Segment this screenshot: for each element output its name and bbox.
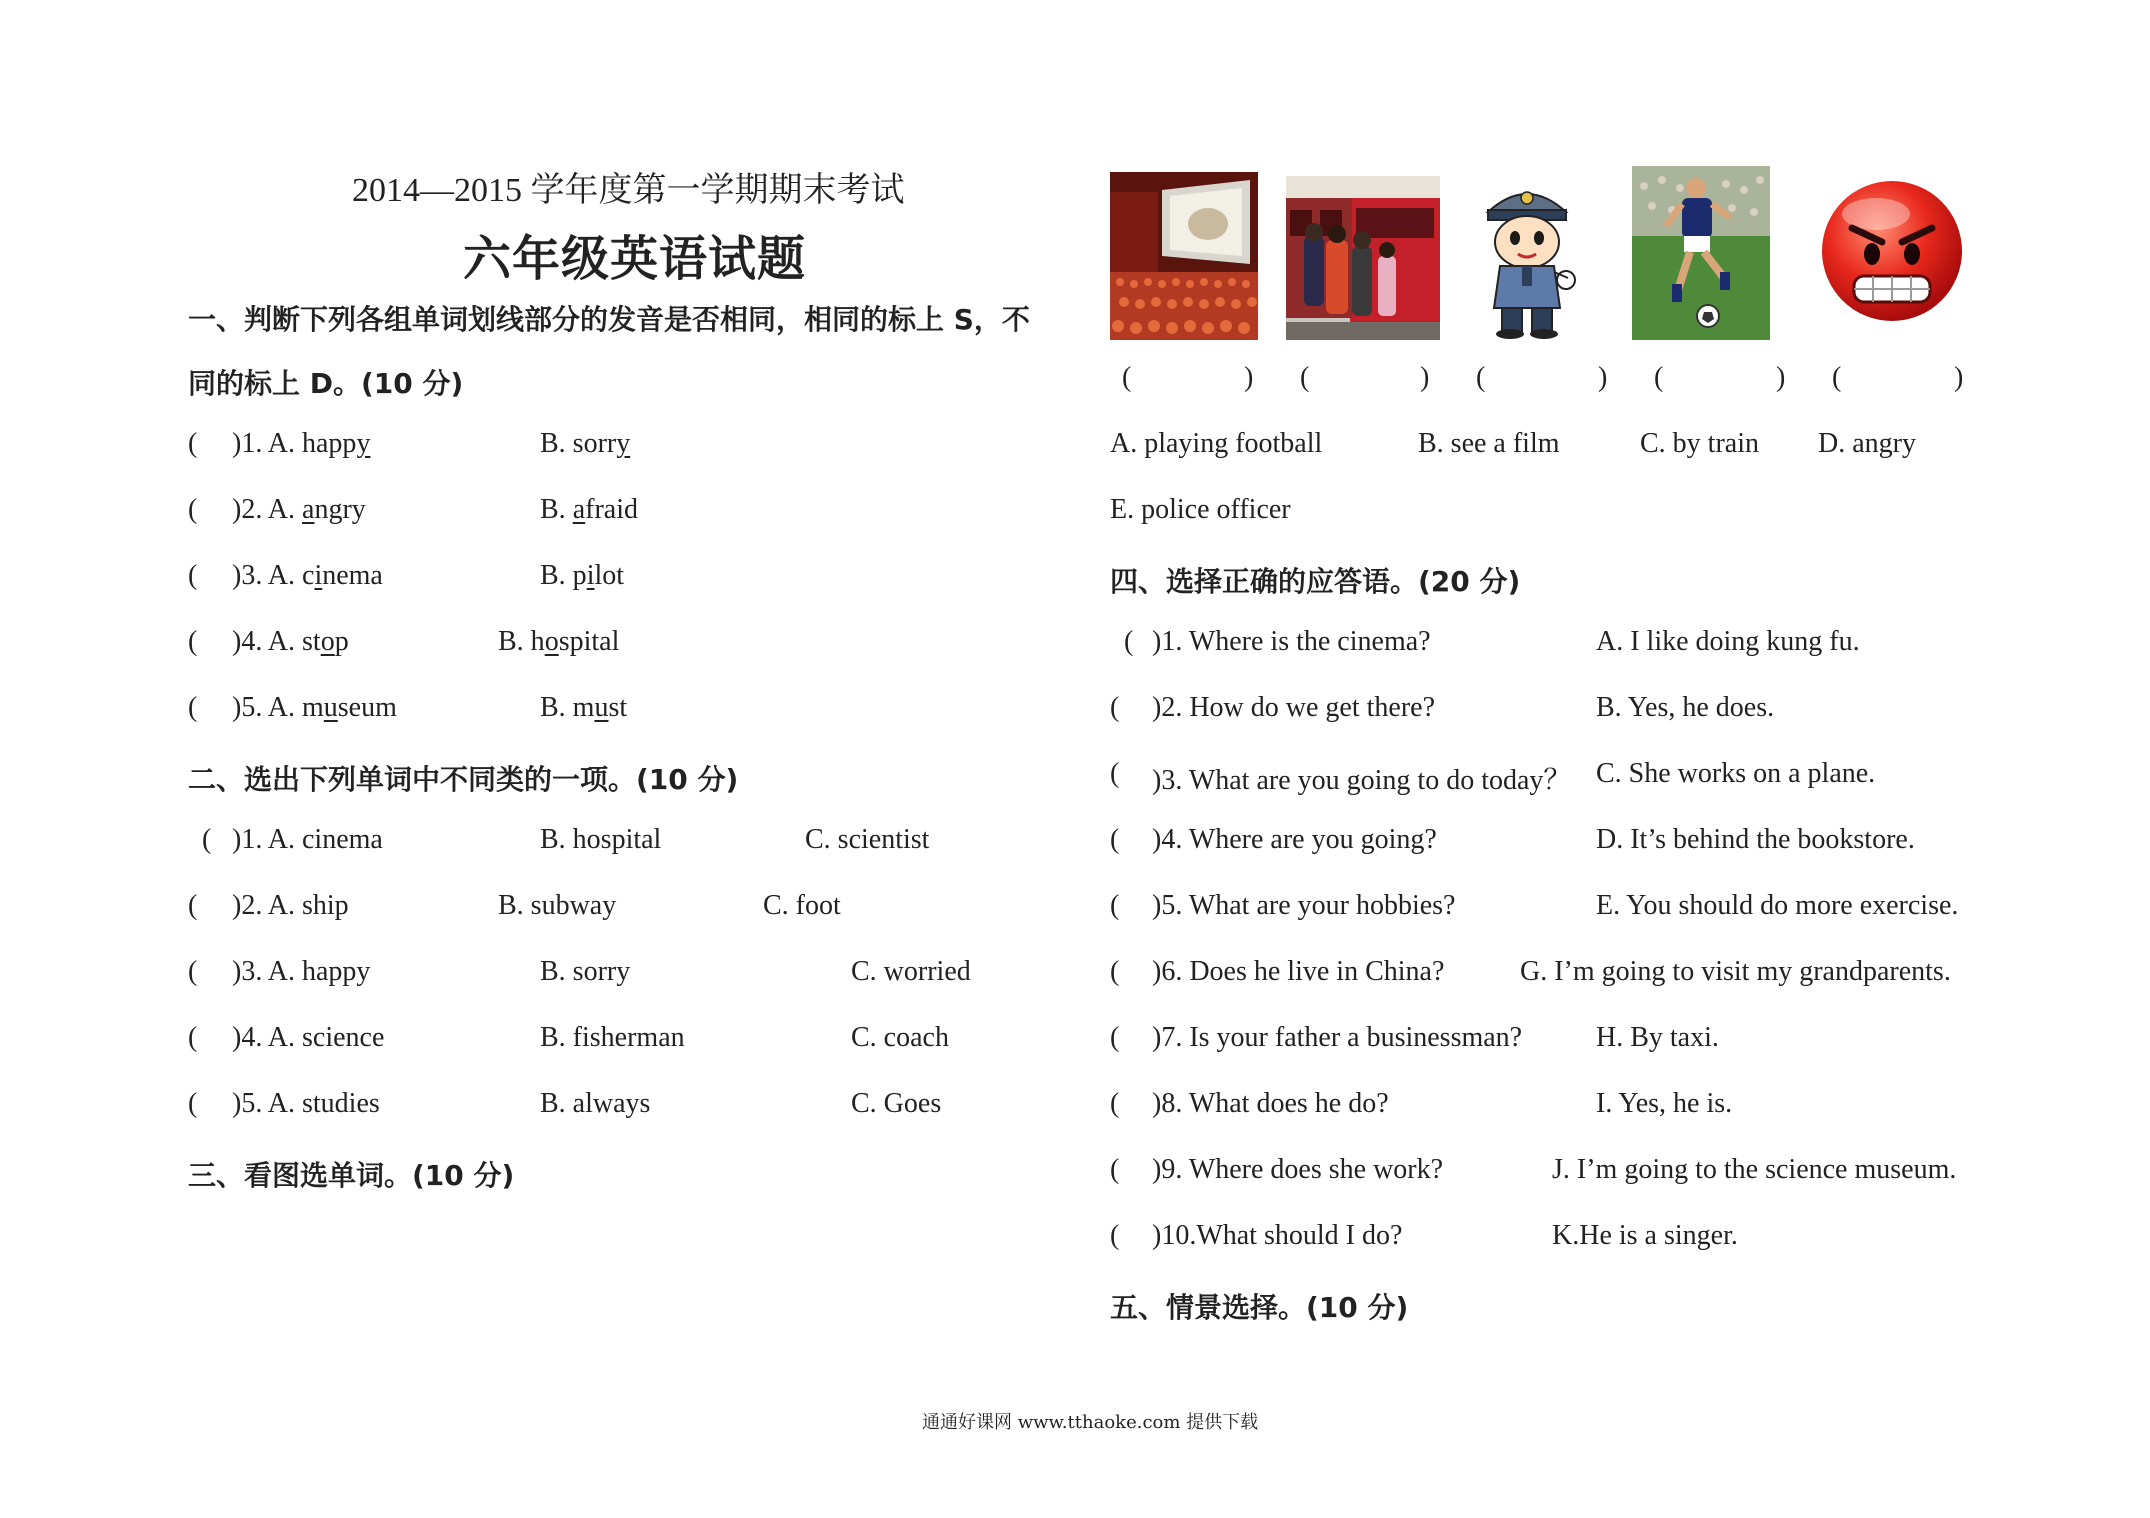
answer-paren[interactable]: (	[1110, 956, 1120, 987]
list-item: )1. A. cinema	[232, 824, 383, 855]
train-picture	[1286, 176, 1440, 340]
exam-subtitle: 2014—2015 学年度第一学期期末考试	[352, 172, 905, 209]
police-officer-picture	[1468, 168, 1586, 340]
answer-paren[interactable]: (	[1110, 1220, 1120, 1251]
list-item: )3. A. happy	[232, 956, 371, 987]
answer-paren-open[interactable]: (	[1122, 362, 1132, 393]
list-item: )2. A. angry	[232, 494, 366, 525]
list-item: )5. A. museum	[232, 692, 397, 723]
answer-paren[interactable]: (	[188, 428, 198, 459]
question: )4. Where are you going?	[1152, 824, 1437, 855]
section-1-title: 一、判断下列各组单词划线部分的发音是否相同，相同的标上 S，不	[188, 303, 1030, 336]
answer-paren[interactable]: (	[188, 890, 198, 921]
option-b: B. fisherman	[540, 1022, 685, 1053]
answer-option: J. I’m going to the science museum.	[1552, 1154, 1957, 1185]
answer-paren[interactable]: (	[1110, 890, 1120, 921]
page-title: 六年级英语试题	[463, 231, 807, 287]
footer-source: 通通好课网 www.tthaoke.com 提供下载	[922, 1412, 1259, 1433]
answer-paren-open[interactable]: (	[1654, 362, 1664, 393]
option-b: B. subway	[498, 890, 617, 921]
option-b: B. sorry	[540, 956, 631, 987]
section-4-title: 四、选择正确的应答语。(20 分)	[1110, 565, 1521, 598]
section-1-title-cont: 同的标上 D。(10 分)	[188, 367, 464, 400]
answer-paren-close: )	[1598, 362, 1608, 393]
list-item: )5. A. studies	[232, 1088, 380, 1119]
option-c: C. by train	[1640, 428, 1759, 459]
football-player-picture	[1632, 166, 1770, 340]
answer-paren[interactable]: (	[1110, 758, 1120, 789]
question: )2. How do we get there?	[1152, 692, 1436, 723]
option-b: B. afraid	[540, 494, 638, 525]
question: )8. What does he do?	[1152, 1088, 1389, 1119]
answer-paren[interactable]: (	[1110, 1154, 1120, 1185]
list-item: )4. A. stop	[232, 626, 349, 657]
answer-option: A. I like doing kung fu.	[1596, 626, 1860, 657]
option-c: C. worried	[851, 956, 971, 987]
answer-paren[interactable]: (	[188, 626, 198, 657]
section-3-title: 三、看图选单词。(10 分)	[188, 1159, 515, 1192]
section-5-title: 五、情景选择。(10 分)	[1110, 1291, 1409, 1324]
answer-option: B. Yes, he does.	[1596, 692, 1775, 723]
option-e: E. police officer	[1110, 494, 1291, 525]
option-c: C. Goes	[851, 1088, 942, 1119]
answer-paren[interactable]: (	[188, 560, 198, 591]
answer-paren[interactable]: (	[1110, 1088, 1120, 1119]
answer-paren[interactable]: (	[1124, 626, 1134, 657]
option-c: C. foot	[763, 890, 841, 921]
answer-paren-close: )	[1954, 362, 1964, 393]
question: )7. Is your father a businessman?	[1152, 1022, 1523, 1053]
answer-paren-open[interactable]: (	[1832, 362, 1842, 393]
answer-paren[interactable]: (	[188, 956, 198, 987]
answer-paren[interactable]: (	[188, 1088, 198, 1119]
cinema-picture	[1110, 172, 1258, 340]
question: )6. Does he live in China?	[1152, 956, 1445, 987]
option-b: B. sorry	[540, 428, 631, 459]
section-2-title: 二、选出下列单词中不同类的一项。(10 分)	[188, 763, 739, 796]
answer-paren-close: )	[1420, 362, 1430, 393]
answer-option: K.He is a singer.	[1552, 1220, 1738, 1251]
list-item: )4. A. science	[232, 1022, 385, 1053]
answer-option: E. You should do more exercise.	[1596, 890, 1959, 921]
answer-paren-open[interactable]: (	[1300, 362, 1310, 393]
question: )3. What are you going to do today？	[1152, 765, 1572, 796]
answer-option: D. It’s behind the bookstore.	[1596, 824, 1915, 855]
answer-option: C. She works on a plane.	[1596, 758, 1876, 789]
question: )10.What should I do?	[1152, 1220, 1403, 1251]
answer-paren-close: )	[1244, 362, 1254, 393]
option-b: B. hospital	[498, 626, 620, 657]
option-a: A. playing football	[1110, 428, 1323, 459]
option-c: C. scientist	[805, 824, 930, 855]
option-b: B. hospital	[540, 824, 662, 855]
answer-paren[interactable]: (	[1110, 692, 1120, 723]
answer-paren[interactable]: (	[188, 494, 198, 525]
angry-face-picture	[1818, 176, 1966, 326]
answer-option: H. By taxi.	[1596, 1022, 1719, 1053]
answer-paren[interactable]: (	[188, 692, 198, 723]
answer-paren-close: )	[1776, 362, 1786, 393]
option-b: B. see a film	[1418, 428, 1560, 459]
list-item: )3. A. cinema	[232, 560, 383, 591]
list-item: )2. A. ship	[232, 890, 349, 921]
option-b: B. pilot	[540, 560, 625, 591]
answer-option: I. Yes, he is.	[1596, 1088, 1733, 1119]
answer-paren[interactable]: (	[1110, 824, 1120, 855]
list-item: )1. A. happy	[232, 428, 371, 459]
answer-option: G. I’m going to visit my grandparents.	[1520, 956, 1951, 987]
answer-paren[interactable]: (	[202, 824, 212, 855]
answer-paren-open[interactable]: (	[1476, 362, 1486, 393]
option-c: C. coach	[851, 1022, 949, 1053]
question: )9. Where does she work?	[1152, 1154, 1444, 1185]
answer-paren[interactable]: (	[188, 1022, 198, 1053]
answer-paren[interactable]: (	[1110, 1022, 1120, 1053]
option-b: B. always	[540, 1088, 651, 1119]
question: )5. What are your hobbies?	[1152, 890, 1456, 921]
option-d: D. angry	[1818, 428, 1916, 459]
question: )1. Where is the cinema?	[1152, 626, 1431, 657]
option-b: B. must	[540, 692, 628, 723]
